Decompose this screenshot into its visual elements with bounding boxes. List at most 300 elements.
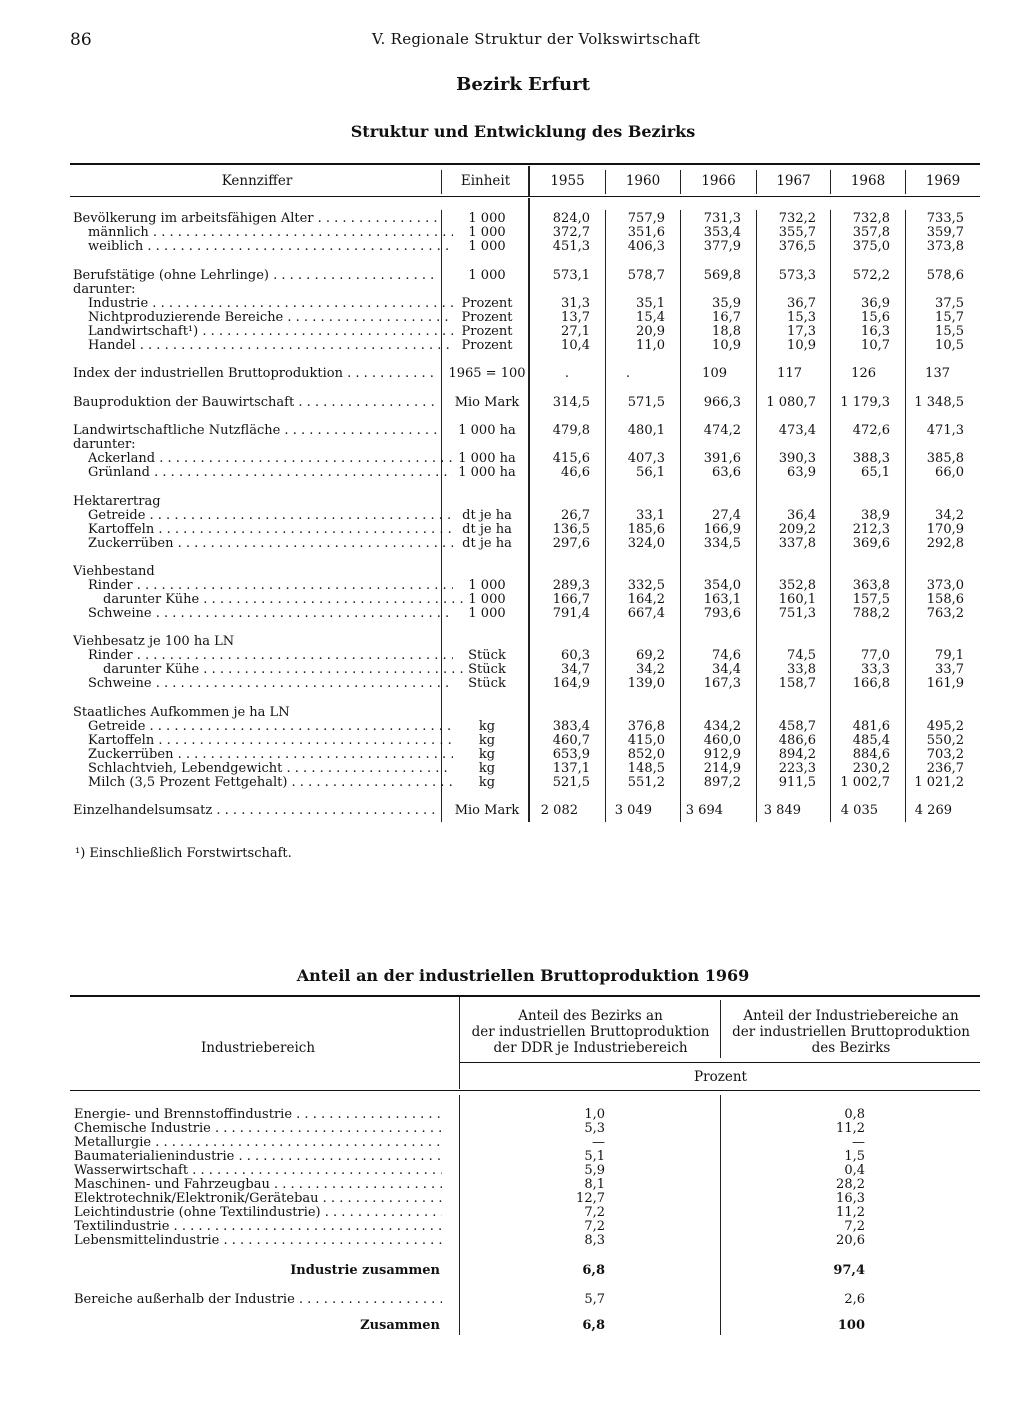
row-label: Maschinen- und Fahrzeugbau . . . [74, 1178, 442, 1192]
cell-1967: 15,3 [787, 310, 816, 325]
cell-1960: . [625, 366, 631, 381]
cell-1955: 521,5 [552, 775, 590, 790]
cell-1968: 481,6 [852, 719, 890, 734]
table1-header-year: 1968 [850, 173, 886, 189]
table-row [0, 523, 1024, 537]
cell-1969: 495,2 [926, 719, 964, 734]
table-row [0, 734, 1024, 748]
cell-1960: 571,5 [627, 395, 665, 410]
table-row [0, 720, 1024, 734]
cell-1968: 375,0 [852, 239, 890, 254]
row-unit: Stück [468, 676, 506, 691]
table1-col-divider [441, 170, 442, 194]
cell-1966: 10,9 [712, 338, 741, 353]
cell-1955: 824,0 [552, 211, 590, 226]
cell-bezirk-share: 6,8 [582, 1318, 605, 1333]
cell-1967: 390,3 [778, 451, 816, 466]
cell-1969: 292,8 [926, 536, 964, 551]
page-title: Bezirk Erfurt [456, 74, 590, 95]
cell-1967: 10,9 [787, 338, 816, 353]
cell-industry-share: 2,6 [844, 1292, 865, 1307]
row-unit: 1 000 [468, 239, 506, 254]
cell-1967: 355,7 [778, 225, 816, 240]
table-row [0, 635, 1024, 649]
row-label: Berufstätige (ohne Lehrlinge) . . . [73, 269, 438, 283]
cell-1968: 472,6 [852, 423, 890, 438]
cell-bezirk-share: — [592, 1135, 605, 1150]
cell-bezirk-share: 8,3 [584, 1233, 605, 1248]
row-label: Landwirtschaftliche Nutzfläche . . . [73, 424, 438, 438]
cell-industry-share: 11,2 [836, 1205, 865, 1220]
cell-industry-share: 0,4 [844, 1163, 865, 1178]
cell-1960: 3 049 [614, 803, 652, 818]
row-unit: 1 000 [468, 268, 506, 283]
cell-bezirk-share: 7,2 [584, 1219, 605, 1234]
cell-industry-share: 20,6 [836, 1233, 865, 1248]
cell-1955: 26,7 [561, 508, 590, 523]
cell-1966: 74,6 [712, 648, 741, 663]
cell-1960: 578,7 [627, 268, 665, 283]
row-label: Elektrotechnik/Elektronik/Gerätebau . . . [74, 1192, 442, 1206]
header-line: des Bezirks [811, 1040, 891, 1056]
cell-1960: 376,8 [627, 719, 665, 734]
cell-bezirk-share: 7,2 [584, 1205, 605, 1220]
cell-1967: 17,3 [787, 324, 816, 339]
cell-1969: 1 021,2 [914, 775, 964, 790]
cell-industry-share: 28,2 [836, 1177, 865, 1192]
cell-1955: 27,1 [561, 324, 590, 339]
row-label: Getreide . . . [73, 720, 453, 734]
row-unit: Mio Mark [454, 803, 520, 818]
cell-1955: 31,3 [561, 296, 590, 311]
cell-1967: 33,8 [787, 662, 816, 677]
cell-1968: 363,8 [852, 578, 890, 593]
table1-header-rule [70, 196, 980, 197]
cell-1967: 209,2 [778, 522, 816, 537]
cell-1955: 10,4 [561, 338, 590, 353]
cell-1968: 166,8 [852, 676, 890, 691]
row-label: Schlachtvieh, Lebendgewicht . . . [73, 762, 453, 776]
cell-1960: 667,4 [627, 606, 665, 621]
row-label: Kartoffeln . . . [73, 734, 453, 748]
cell-1966: 354,0 [703, 578, 741, 593]
cell-1969: 37,5 [935, 296, 964, 311]
cell-1968: 15,6 [861, 310, 890, 325]
table2-title: Anteil an der industriellen Bruttoproduktion 1969 [296, 966, 750, 985]
table-row [0, 1234, 1024, 1248]
row-unit: 1 000 ha [458, 451, 516, 466]
cell-1969: 550,2 [926, 733, 964, 748]
cell-1968: 230,2 [852, 761, 890, 776]
cell-1967: 1 080,7 [766, 395, 816, 410]
cell-1955: 13,7 [561, 310, 590, 325]
table-row [0, 663, 1024, 677]
row-label: Einzelhandelsumsatz . . . [73, 804, 438, 818]
table-row [0, 509, 1024, 523]
cell-1960: 20,9 [636, 324, 665, 339]
cell-1966: 474,2 [703, 423, 741, 438]
cell-1969: 170,9 [926, 522, 964, 537]
row-label: Industrie zusammen [290, 1264, 440, 1278]
cell-1967: 74,5 [787, 648, 816, 663]
table-row [0, 466, 1024, 480]
cell-1955: 791,4 [552, 606, 590, 621]
cell-industry-share: 7,2 [844, 1219, 865, 1234]
cell-1966: 3 694 [685, 803, 723, 818]
table-row-subtotal [0, 1264, 1024, 1278]
row-label: Zuckerrüben . . . [73, 537, 453, 551]
cell-1967: 3 849 [763, 803, 801, 818]
table-row [0, 438, 1024, 452]
cell-1955: 137,1 [552, 761, 590, 776]
cell-1967: 573,3 [778, 268, 816, 283]
row-unit: dt je ha [462, 536, 512, 551]
cell-1960: 324,0 [627, 536, 665, 551]
cell-1969: 34,2 [935, 508, 964, 523]
cell-1955: 60,3 [561, 648, 590, 663]
cell-1960: 480,1 [627, 423, 665, 438]
cell-1969: 1 348,5 [914, 395, 964, 410]
table-row [0, 1192, 1024, 1206]
row-label: darunter: [73, 283, 136, 297]
row-unit: 1 000 ha [458, 465, 516, 480]
table-row [0, 677, 1024, 691]
cell-1966: 166,9 [703, 522, 741, 537]
cell-1960: 415,0 [627, 733, 665, 748]
cell-1967: 911,5 [778, 775, 816, 790]
row-unit: 1 000 [468, 592, 506, 607]
cell-industry-share: 97,4 [833, 1263, 865, 1278]
table1-header-kennziffer: Kennziffer [221, 173, 293, 189]
cell-1968: 1 179,3 [840, 395, 890, 410]
cell-1968: 33,3 [861, 662, 890, 677]
cell-1968: 157,5 [852, 592, 890, 607]
cell-1966: 18,8 [712, 324, 741, 339]
cell-1966: 377,9 [703, 239, 741, 254]
row-label: darunter Kühe . . . [73, 593, 468, 607]
table-row [0, 804, 1024, 818]
cell-bezirk-share: 5,3 [584, 1121, 605, 1136]
cell-1955: 314,5 [552, 395, 590, 410]
cell-1966: 434,2 [703, 719, 741, 734]
row-label: Kartoffeln . . . [73, 523, 453, 537]
table2-header-label: Industriebereich [200, 1040, 316, 1056]
row-label: Getreide . . . [73, 509, 453, 523]
cell-1960: 332,5 [627, 578, 665, 593]
cell-1969: 236,7 [926, 761, 964, 776]
table-row [0, 297, 1024, 311]
cell-1969: 79,1 [935, 648, 964, 663]
table1-title: Struktur und Entwicklung des Bezirks [350, 122, 696, 141]
cell-1966: 731,3 [703, 211, 741, 226]
cell-1968: 36,9 [861, 296, 890, 311]
cell-1960: 34,2 [636, 662, 665, 677]
table-row [0, 1150, 1024, 1164]
row-label: Landwirtschaft¹) . . . [73, 325, 453, 339]
table2-header-bezirk-share [461, 1008, 720, 1056]
header-line: der industriellen Bruttoproduktion [471, 1024, 710, 1040]
cell-1968: 357,8 [852, 225, 890, 240]
cell-1966: 16,7 [712, 310, 741, 325]
table2-col-divider [720, 1000, 721, 1058]
table-row [0, 212, 1024, 226]
cell-1967: 36,4 [787, 508, 816, 523]
cell-1969: 703,2 [926, 747, 964, 762]
cell-1967: 751,3 [778, 606, 816, 621]
cell-1955: 289,3 [552, 578, 590, 593]
table-row [0, 1136, 1024, 1150]
cell-bezirk-share: 1,0 [584, 1107, 605, 1122]
cell-1960: 139,0 [627, 676, 665, 691]
cell-1966: 214,9 [703, 761, 741, 776]
cell-1955: 573,1 [552, 268, 590, 283]
cell-1960: 757,9 [627, 211, 665, 226]
cell-1966: 897,2 [703, 775, 741, 790]
row-label: Zusammen [360, 1319, 440, 1333]
table-row [0, 762, 1024, 776]
cell-industry-share: 16,3 [836, 1191, 865, 1206]
cell-1960: 406,3 [627, 239, 665, 254]
cell-1960: 551,2 [627, 775, 665, 790]
row-unit: kg [478, 775, 496, 790]
cell-1960: 11,0 [636, 338, 665, 353]
row-label: Viehbesatz je 100 ha LN [73, 635, 235, 649]
row-unit: dt je ha [462, 522, 512, 537]
cell-1967: 473,4 [778, 423, 816, 438]
cell-1960: 351,6 [627, 225, 665, 240]
cell-bezirk-share: 6,8 [582, 1263, 605, 1278]
table-row [0, 495, 1024, 509]
cell-1967: 337,8 [778, 536, 816, 551]
page-number: 86 [70, 30, 92, 50]
cell-1968: 38,9 [861, 508, 890, 523]
table1-header-einheit: Einheit [460, 173, 511, 189]
cell-1960: 33,1 [636, 508, 665, 523]
cell-1969: 359,7 [926, 225, 964, 240]
cell-1968: 212,3 [852, 522, 890, 537]
row-unit: 1 000 [468, 225, 506, 240]
cell-bezirk-share: 5,7 [584, 1292, 605, 1307]
table-row [0, 706, 1024, 720]
cell-1967: 894,2 [778, 747, 816, 762]
cell-bezirk-share: 8,1 [584, 1177, 605, 1192]
header-line: Anteil der Industriebereiche an [743, 1008, 959, 1024]
cell-bezirk-share: 12,7 [576, 1191, 605, 1206]
cell-1968: 884,6 [852, 747, 890, 762]
table-row [0, 565, 1024, 579]
row-label: Hektarertrag [73, 495, 161, 509]
cell-1966: 63,6 [712, 465, 741, 480]
cell-1968: 572,2 [852, 268, 890, 283]
row-unit: Prozent [461, 296, 513, 311]
cell-1966: 966,3 [703, 395, 741, 410]
cell-1969: 578,6 [926, 268, 964, 283]
cell-1966: 460,0 [703, 733, 741, 748]
cell-industry-share: 11,2 [836, 1121, 865, 1136]
cell-1967: 117 [777, 366, 802, 381]
table2-top-rule [70, 995, 980, 997]
row-unit: kg [478, 747, 496, 762]
row-label: Viehbestand [73, 565, 155, 579]
cell-1966: 353,4 [703, 225, 741, 240]
cell-1967: 486,6 [778, 733, 816, 748]
cell-1968: 77,0 [861, 648, 890, 663]
row-label: Milch (3,5 Prozent Fettgehalt) . . . [73, 776, 453, 790]
cell-1967: 158,7 [778, 676, 816, 691]
table-row [0, 1178, 1024, 1192]
table2-col-divider [459, 997, 460, 1089]
row-unit: 1965 = 100 [448, 366, 526, 381]
row-unit: 1 000 [468, 578, 506, 593]
cell-1967: 376,5 [778, 239, 816, 254]
cell-1969: 373,0 [926, 578, 964, 593]
row-label: Staatliches Aufkommen je ha LN [73, 706, 290, 720]
table-row [0, 283, 1024, 297]
table-row-total [0, 1319, 1024, 1333]
cell-1955: 164,9 [552, 676, 590, 691]
row-unit: Prozent [461, 338, 513, 353]
cell-1960: 164,2 [627, 592, 665, 607]
cell-1955: 451,3 [552, 239, 590, 254]
cell-1966: 27,4 [712, 508, 741, 523]
row-label: Leichtindustrie (ohne Textilindustrie) . . . [74, 1206, 442, 1220]
table-row [0, 607, 1024, 621]
row-label: Bereiche außerhalb der Industrie . . . [74, 1293, 442, 1307]
row-label: Bauproduktion der Bauwirtschaft . . . [73, 396, 438, 410]
row-label: Bevölkerung im arbeitsfähigen Alter . . . [73, 212, 438, 226]
cell-1966: 167,3 [703, 676, 741, 691]
cell-industry-share: 100 [837, 1318, 865, 1333]
row-unit: 1 000 [468, 211, 506, 226]
cell-1966: 35,9 [712, 296, 741, 311]
cell-1968: 369,6 [852, 536, 890, 551]
cell-1967: 36,7 [787, 296, 816, 311]
header-line: der DDR je Industriebereich [493, 1040, 688, 1056]
row-label: Schweine . . . [73, 677, 453, 691]
cell-1968: 788,2 [852, 606, 890, 621]
cell-1969: 161,9 [926, 676, 964, 691]
row-label: Nichtproduzierende Bereiche . . . [73, 311, 453, 325]
cell-1966: 793,6 [703, 606, 741, 621]
cell-1968: 732,8 [852, 211, 890, 226]
table-row [0, 649, 1024, 663]
table-row [0, 240, 1024, 254]
cell-1966: 334,5 [703, 536, 741, 551]
cell-1960: 56,1 [636, 465, 665, 480]
row-label: Lebensmittelindustrie . . . [74, 1234, 442, 1248]
cell-1969: 10,5 [935, 338, 964, 353]
row-unit: Stück [468, 648, 506, 663]
table1-header-year: 1960 [625, 173, 661, 189]
cell-1968: 388,3 [852, 451, 890, 466]
cell-1966: 34,4 [712, 662, 741, 677]
cell-1955: 479,8 [552, 423, 590, 438]
cell-1955: 460,7 [552, 733, 590, 748]
cell-1955: 2 082 [540, 803, 578, 818]
cell-1960: 185,6 [627, 522, 665, 537]
table-row [0, 579, 1024, 593]
cell-industry-share: — [852, 1135, 865, 1150]
row-label: Grünland . . . [73, 466, 453, 480]
cell-1968: 4 035 [840, 803, 878, 818]
table-row [0, 1122, 1024, 1136]
cell-1955: 653,9 [552, 747, 590, 762]
table2-header-industry-share [722, 1008, 980, 1056]
cell-1955: 297,6 [552, 536, 590, 551]
row-unit: kg [478, 733, 496, 748]
table1-top-rule [70, 163, 980, 165]
cell-1955: . [564, 366, 570, 381]
cell-1968: 10,7 [861, 338, 890, 353]
table-row [0, 1206, 1024, 1220]
row-label: Ackerland . . . [73, 452, 453, 466]
cell-1969: 471,3 [926, 423, 964, 438]
cell-1969: 733,5 [926, 211, 964, 226]
table-row [0, 1164, 1024, 1178]
cell-1966: 163,1 [703, 592, 741, 607]
cell-industry-share: 1,5 [844, 1149, 865, 1164]
table-row [0, 339, 1024, 353]
cell-industry-share: 0,8 [844, 1107, 865, 1122]
cell-1955: 136,5 [552, 522, 590, 537]
row-unit: Stück [468, 662, 506, 677]
row-label: Rinder . . . [73, 649, 453, 663]
cell-1967: 352,8 [778, 578, 816, 593]
header-line: der industriellen Bruttoproduktion [732, 1024, 970, 1040]
row-label: Energie- und Brennstoffindustrie . . . [74, 1108, 442, 1122]
table-row [0, 424, 1024, 438]
cell-1969: 373,8 [926, 239, 964, 254]
table-row [0, 593, 1024, 607]
cell-1960: 15,4 [636, 310, 665, 325]
row-label: Handel . . . [73, 339, 453, 353]
cell-1960: 148,5 [627, 761, 665, 776]
cell-1966: 109 [702, 366, 727, 381]
running-head: V. Regionale Struktur der Volkswirtschaft [372, 30, 701, 48]
row-label: darunter Kühe . . . [73, 663, 468, 677]
cell-1969: 4 269 [914, 803, 952, 818]
cell-1968: 1 002,7 [840, 775, 890, 790]
footnote: ¹) Einschließlich Forstwirtschaft. [75, 846, 292, 861]
cell-1967: 160,1 [778, 592, 816, 607]
table-row [0, 325, 1024, 339]
row-unit: Prozent [461, 324, 513, 339]
table-row [0, 748, 1024, 762]
cell-1955: 383,4 [552, 719, 590, 734]
table-row [0, 311, 1024, 325]
row-label: Zuckerrüben . . . [73, 748, 453, 762]
cell-1967: 732,2 [778, 211, 816, 226]
cell-1955: 415,6 [552, 451, 590, 466]
table-row [0, 1293, 1024, 1307]
table1-header-year: 1966 [701, 173, 736, 189]
row-label: Rinder . . . [73, 579, 453, 593]
table1-header-year: 1969 [925, 173, 961, 189]
cell-1967: 63,9 [787, 465, 816, 480]
table2-unit-label: Prozent [694, 1069, 747, 1085]
table1-header-year: 1955 [550, 173, 585, 189]
cell-1960: 35,1 [636, 296, 665, 311]
cell-1969: 15,5 [935, 324, 964, 339]
cell-1968: 16,3 [861, 324, 890, 339]
cell-1969: 385,8 [926, 451, 964, 466]
cell-1968: 126 [851, 366, 876, 381]
header-line: Anteil des Bezirks an [518, 1008, 663, 1024]
cell-1969: 158,6 [926, 592, 964, 607]
cell-1967: 223,3 [778, 761, 816, 776]
cell-1955: 372,7 [552, 225, 590, 240]
row-label: Baumaterialienindustrie . . . [74, 1150, 442, 1164]
